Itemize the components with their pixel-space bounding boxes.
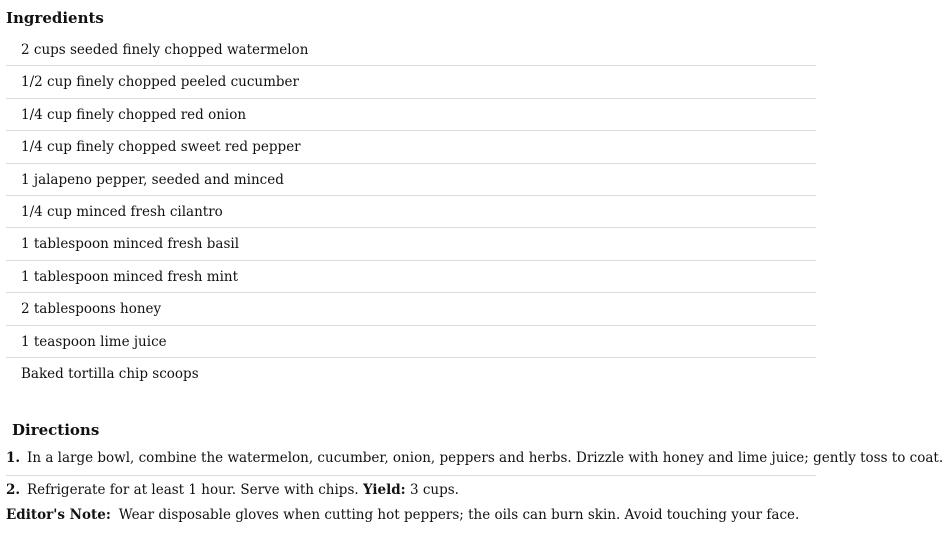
directions-heading: Directions [12, 421, 100, 439]
ingredient-item: 1/4 cup finely chopped red onion [6, 99, 816, 131]
direction-step [6, 444, 943, 476]
ingredient-item: 1 tablespoon minced fresh basil [6, 228, 816, 260]
step-number: 1. [6, 450, 21, 466]
step-text: Refrigerate for at least 1 hour. Serve with chips. [27, 482, 359, 498]
ingredients-list [6, 34, 816, 390]
ingredient-item: 1/2 cup finely chopped peeled cucumber [6, 66, 816, 98]
ingredient-item: 2 tablespoons honey [6, 293, 816, 325]
ingredient-item: 1/4 cup finely chopped sweet red pepper [6, 131, 816, 163]
direction-step [6, 476, 816, 507]
ingredient-item: Baked tortilla chip scoops [21, 365, 199, 382]
ingredients-heading: Ingredients [6, 9, 104, 27]
editors-note [6, 505, 799, 525]
ingredient-item: 1 teaspoon lime juice [6, 326, 816, 358]
yield-value: 3 cups. [409, 482, 459, 498]
editors-note-text: Wear disposable gloves when cutting hot peppers; the oils can burn skin. Avoid touching your face. [118, 507, 800, 523]
yield-label: Yield: [362, 482, 406, 498]
step-number: 2. [6, 482, 21, 498]
directions-list [6, 444, 943, 507]
step-text: In a large bowl, combine the watermelon, cucumber, onion, peppers and herbs. Drizzle with honey and lime juice; gently toss to coat. [27, 450, 943, 466]
editors-note-label: Editor's Note: [6, 507, 111, 523]
ingredient-item: 2 cups seeded finely chopped watermelon [6, 34, 816, 66]
ingredient-item: 1/4 cup minced fresh cilantro [6, 196, 816, 228]
ingredient-item: 1 jalapeno pepper, seeded and minced [6, 164, 816, 196]
ingredient-item: 1 tablespoon minced fresh mint [6, 261, 816, 293]
